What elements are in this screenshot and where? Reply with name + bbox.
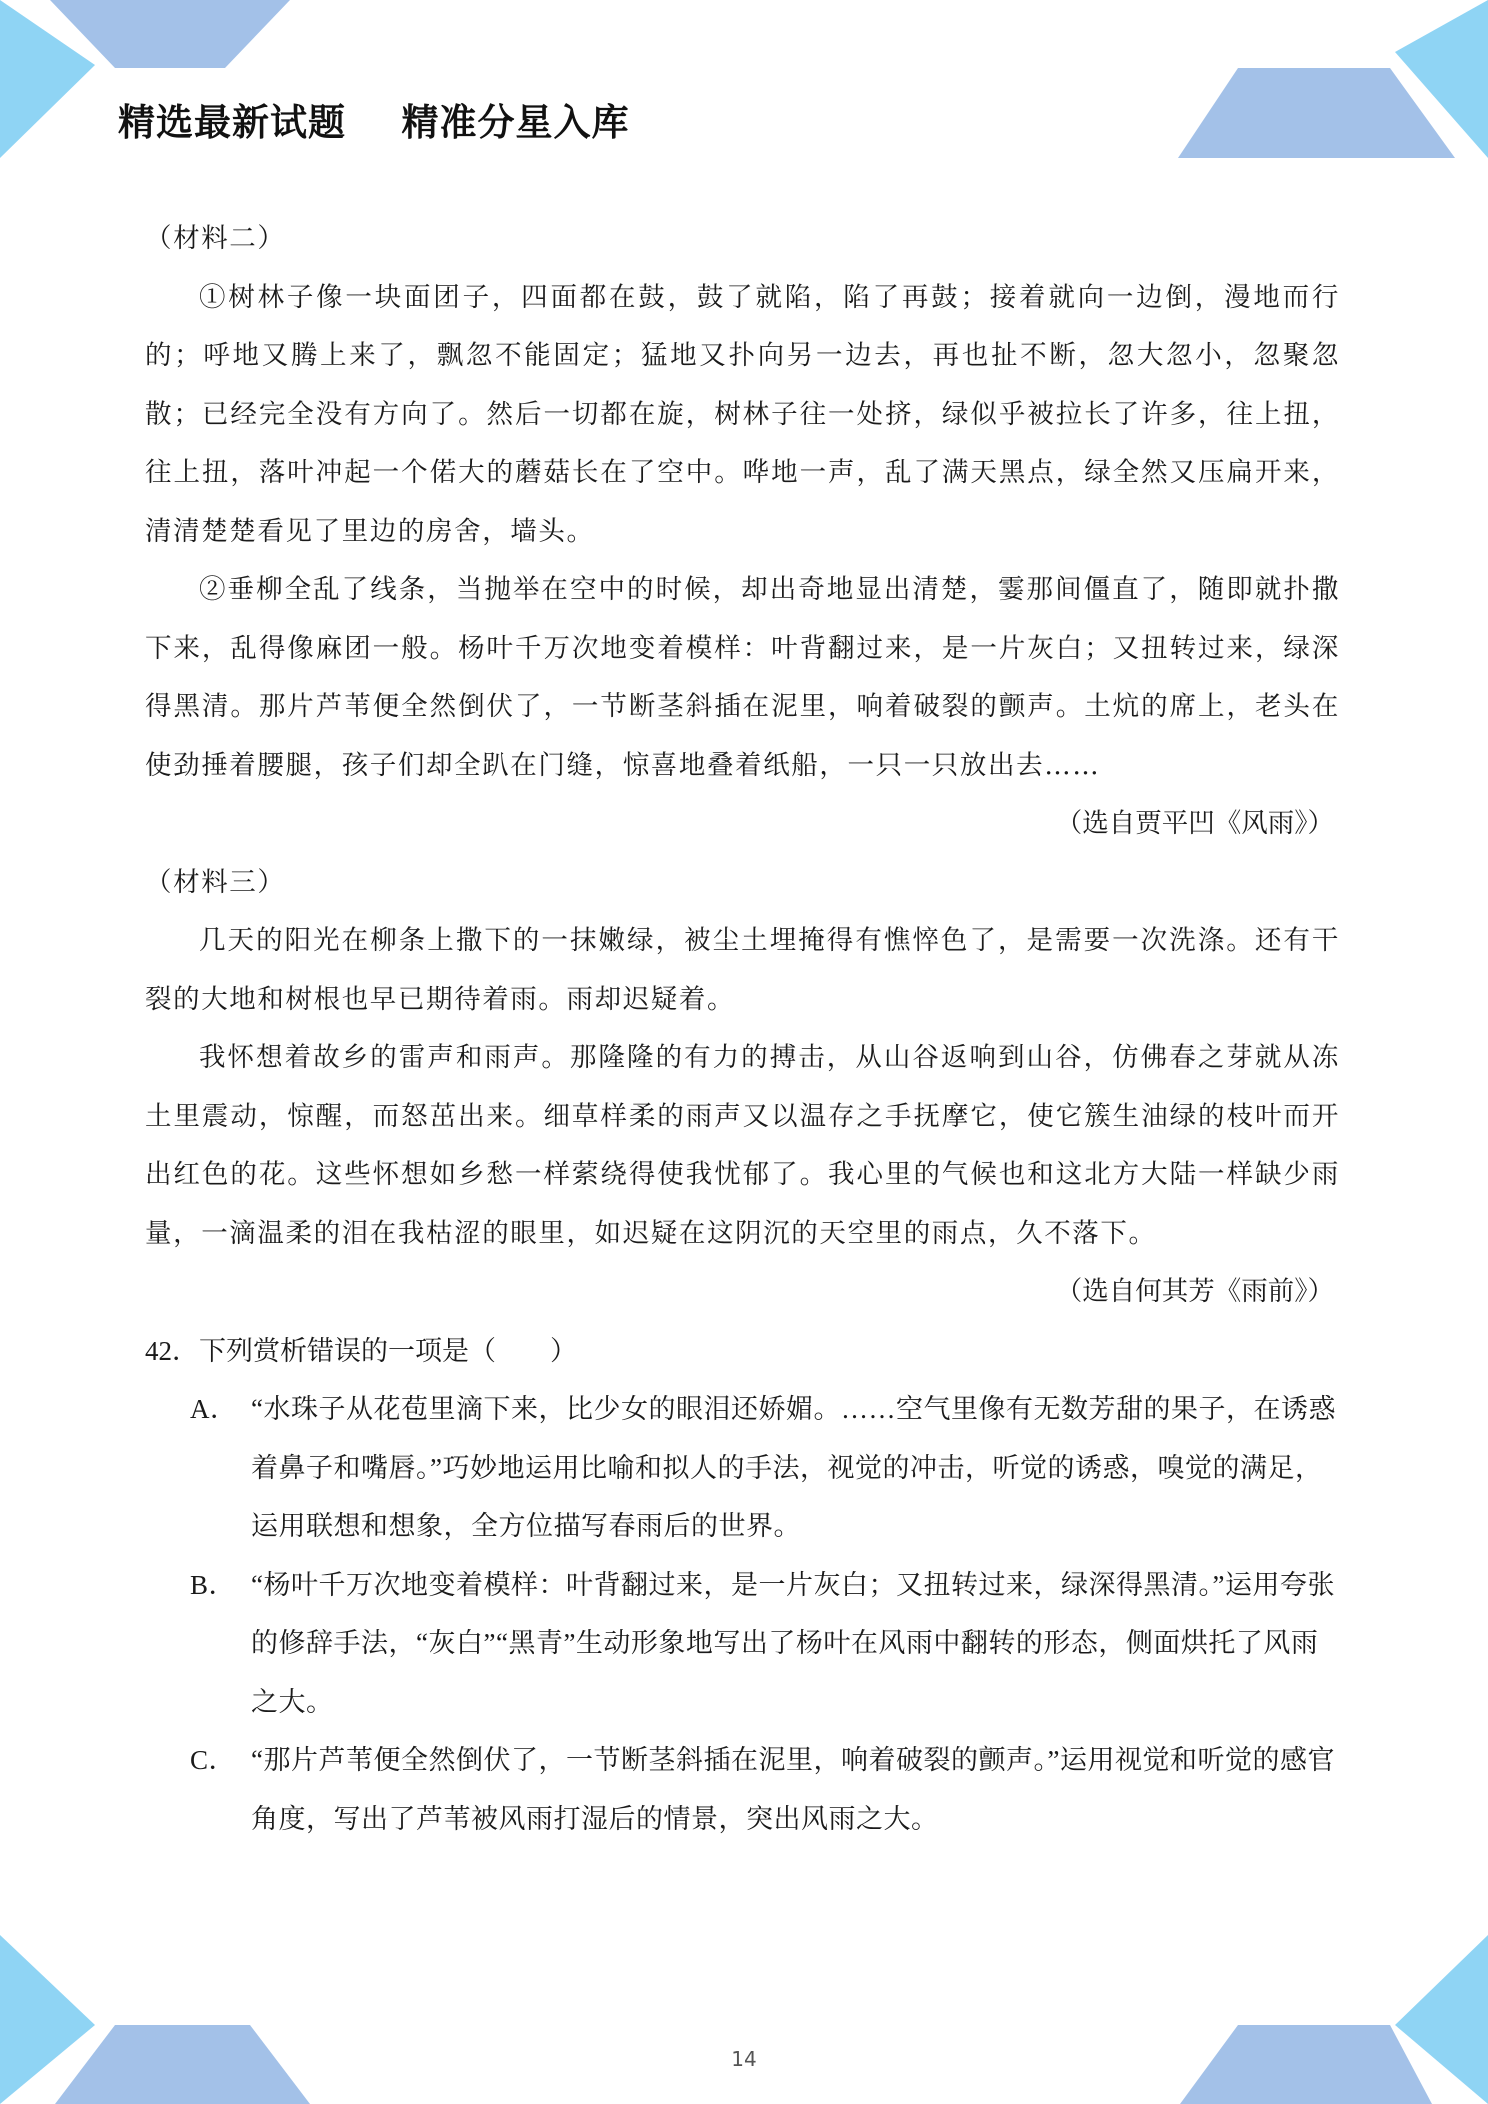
material3-label: （材料三） <box>145 866 286 898</box>
material3-paragraph-2: 我怀想着故乡的雷声和雨声。那隆隆的有力的搏击，从山谷返响到山谷，仿佛春之芽就从冻土里震动，惊醒，而怒茁出来。细草样柔的雨声又以温存之手抚摩它，使它簇生油绿的枝叶而开出红色的花。这些怀想如乡愁一样萦绕得使我忧郁了。我心里的气候也和这北方大陆一样缺少雨量，一滴温柔的泪在我枯涩的眼里，如迟疑在这阴沉的天空里的雨点，久不落下。 <box>145 1042 1340 1249</box>
question-number: 42． <box>145 1335 199 1366</box>
document-body <box>145 210 1340 1848</box>
option-a-text: “水珠子从花苞里滴下来，比少女的眼泪还娇媚。……空气里像有无数芳甜的果子，在诱惑着鼻子和嘴唇。”巧妙地运用比喻和拟人的手法，视觉的冲击，听觉的诱惑，嗅觉的满足，运用联想和想象，全方位描写春雨后的世界。 <box>251 1394 1336 1541</box>
material3-source: （选自何其芳《雨前》） <box>1055 1276 1334 1307</box>
option-c <box>145 1731 1340 1848</box>
option-c-text: “那片芦苇便全然倒伏了，一节断茎斜插在泥里，响着破裂的颤声。”运用视觉和听觉的感官角度，写出了芦苇被风雨打湿后的情景，突出风雨之大。 <box>251 1745 1335 1834</box>
material2-paragraph-1: ①树林子像一块面团子，四面都在鼓，鼓了就陷，陷了再鼓；接着就向一边倒，漫地而行的；呼地又腾上来了，飘忽不能固定；猛地又扑向另一边去，再也扯不断，忽大忽小，忽聚忽散；已经完全没有方向了。然后一切都在旋，树林子往一处挤，绿似乎被拉长了许多，往上扭，往上扭，落叶冲起一个偌大的蘑菇长在了空中。哗地一声，乱了满天黑点，绿全然又压扁开来，清清楚楚看见了里边的房舍，墙头。 <box>145 281 1340 547</box>
material3-paragraph-1: 几天的阳光在柳条上撒下的一抹嫩绿，被尘土埋掩得有憔悴色了，是需要一次洗涤。还有干裂的大地和树根也早已期待着雨。雨却迟疑着。 <box>145 925 1340 1015</box>
top-left-trapezoid-shape <box>50 0 290 68</box>
option-c-letter: C． <box>190 1745 237 1775</box>
top-left-triangle-shape <box>0 0 95 158</box>
option-b <box>145 1556 1340 1732</box>
question-stem <box>145 1322 1340 1381</box>
top-right-triangle-shape <box>1395 0 1488 158</box>
material2-source: （选自贾平凹《风雨》） <box>1055 808 1334 839</box>
option-b-text: “杨叶千万次地变着模样：叶背翻过来，是一片灰白；又扭转过来，绿深得黑清。”运用夸张的修辞手法，“灰白”“黑青”生动形象地写出了杨叶在风雨中翻转的形态，侧面烘托了风雨之大。 <box>251 1569 1335 1717</box>
bottom-left-triangle-shape <box>0 1935 95 2104</box>
bottom-right-triangle-shape <box>1395 1935 1488 2104</box>
header-title: 精选最新试题 精准分星入库 <box>118 101 630 144</box>
option-b-letter: B． <box>190 1569 237 1600</box>
option-a <box>145 1380 1340 1556</box>
material2-paragraph-2: ②垂柳全乱了线条，当抛举在空中的时候，却出奇地显出清楚，霎那间僵直了，随即就扑撒下来，乱得像麻团一般。杨叶千万次地变着模样：叶背翻过来，是一片灰白；又扭转过来，绿深得黑清。那片芦苇便全然倒伏了，一节断茎斜插在泥里，响着破裂的颤声。土炕的席上，老头在使劲捶着腰腿，孩子们却全趴在门缝，惊喜地叠着纸船，一只一只放出去…… <box>145 574 1340 781</box>
top-right-trapezoid-shape <box>1178 68 1455 158</box>
question-text: 下列赏析错误的一项是（ ） <box>199 1335 577 1366</box>
option-a-letter: A． <box>190 1394 238 1424</box>
material2-label: （材料二） <box>145 223 286 254</box>
page-number: 14 <box>731 2047 757 2071</box>
